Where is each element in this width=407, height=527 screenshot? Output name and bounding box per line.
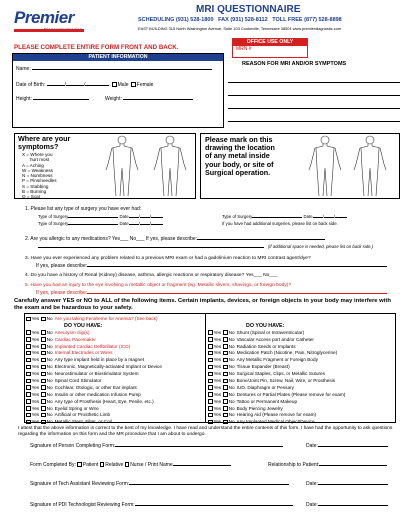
right-item-label-6: Surgical Staples, Clips, or Metallic Sutures (236, 371, 325, 377)
mrn-label: MRN # (236, 46, 252, 52)
left-no-checkbox-8[interactable] (41, 385, 46, 390)
right-item-label-8: IUD, Diaphragm or Pessary (236, 384, 294, 390)
left-item-label-5: Electronic, Magnetically-activated Implant or Device (54, 364, 162, 370)
logo (14, 9, 104, 39)
right-no-label-9: No (228, 391, 235, 397)
female-checkbox[interactable] (131, 82, 136, 87)
right-item-label-12: Hearing Aid (Please remove for exam) (236, 412, 317, 418)
right-yes-checkbox-8[interactable] (208, 385, 213, 390)
q1-line1[interactable]: Type of Surgery Date / / (38, 214, 163, 219)
office-use-box (232, 38, 308, 58)
right-no-checkbox-6[interactable] (223, 372, 228, 377)
right-yes-label-12: Yes (213, 412, 222, 418)
sig2-row[interactable] (30, 481, 289, 487)
mark-text-5: Surgical operation. (205, 167, 271, 177)
right-no-checkbox-9[interactable] (223, 392, 228, 397)
left-no-checkbox-5[interactable] (41, 365, 46, 370)
date-label-3: Date (119, 221, 129, 226)
right-checklist (208, 316, 396, 426)
name-label: Name: (16, 66, 31, 72)
left-yes-checkbox-12[interactable] (26, 413, 31, 418)
left-yes-label-10: Yes (31, 398, 40, 404)
type-surgery-label-3: Type of Surgery (38, 221, 69, 226)
right-no-label-0: No (228, 329, 235, 335)
left-yes-label-feraheme: Yes (31, 316, 40, 321)
right-item-label-9: Dentures or Partial Plates (Please remove for exam) (236, 391, 346, 397)
left-item-label-7: Spinal Cord Stimulator (54, 378, 102, 384)
right-checklist-row[interactable] (208, 357, 396, 364)
right-yes-checkbox-4[interactable] (208, 358, 213, 363)
right-no-label-7: No (228, 378, 235, 384)
legend-p: P = Pins/needles (22, 178, 57, 184)
right-item-label-11: Body Piercing Jewelry (236, 405, 283, 411)
right-yes-checkbox-13[interactable] (208, 420, 213, 425)
left-yes-label-4: Yes (31, 357, 40, 363)
right-no-label-6: No (228, 371, 235, 377)
sig3-row[interactable] (30, 502, 293, 508)
q2-note: (if additional space is needed, please list on back side.) (268, 244, 374, 249)
right-item-label-13: Any Implanted Medical Object/Device (236, 419, 315, 425)
left-yes-label-11: Yes (31, 405, 40, 411)
left-checklist-row[interactable] (26, 323, 204, 330)
right-no-checkbox-10[interactable] (223, 399, 228, 404)
body-front-figure (106, 136, 138, 196)
left-item-label-6: Neurostimulator or Biostimulator System (54, 371, 139, 377)
right-no-label-13: No (228, 419, 235, 425)
left-checklist-row[interactable] (26, 344, 204, 351)
left-yes-checkbox-feraheme[interactable] (26, 317, 31, 322)
right-yes-checkbox-11[interactable] (208, 406, 213, 411)
right-yes-checkbox-2[interactable] (208, 344, 213, 349)
right-checklist-row[interactable] (208, 385, 396, 392)
left-item-label-hdr: DO YOU HAVE: (64, 322, 103, 329)
left-yes-label-1: Yes (31, 336, 40, 342)
patient-opt-label: Patient (82, 462, 99, 468)
address-line: EAST BUILDING 315 North Washington Avenue, Suite 103 Cookeville, Tennessee 38501 www.premierdiagnostic.com (138, 26, 342, 31)
right-item-label-7: Bone/Joint Pin, Screw, Nail, Wire, or Prosthesis (236, 378, 336, 384)
right-item-label-10: Tattoo or Permanent Makeup (236, 398, 298, 404)
q1-line1-right[interactable]: Type of Surgery Date / / (222, 214, 347, 219)
right-yes-checkbox-10[interactable] (208, 399, 213, 404)
left-yes-label-6: Yes (31, 371, 40, 377)
right-yes-label-10: Yes (213, 398, 222, 404)
sig2-date-row[interactable] (306, 481, 388, 487)
q1-line2[interactable]: Type of Surgery Date / / (38, 221, 163, 226)
right-checklist-row[interactable] (208, 323, 396, 330)
male-checkbox[interactable] (112, 82, 117, 87)
mark-text-3: of any metal inside (205, 151, 270, 161)
legend-o: O = Scar (22, 194, 41, 200)
additional-surgeries: If you have had additional surgeries, please list on back side. (222, 221, 338, 226)
relationship-row[interactable] (268, 462, 387, 468)
right-checklist-row[interactable] (208, 406, 396, 413)
female-label: Female (136, 82, 154, 88)
relationship-label: Relationship to Patient: (268, 462, 320, 468)
right-no-label-4: No (228, 357, 235, 363)
right-yes-checkbox-5[interactable] (208, 365, 213, 370)
left-no-checkbox-4[interactable] (41, 358, 46, 363)
right-checklist-row[interactable] (208, 371, 396, 378)
left-no-label-9: No (46, 391, 53, 397)
name-field[interactable] (16, 66, 212, 72)
left-no-checkbox-10[interactable] (41, 399, 46, 404)
right-checklist-row[interactable] (208, 392, 396, 399)
right-no-checkbox-8[interactable] (223, 385, 228, 390)
right-checklist-row[interactable] (208, 364, 396, 371)
right-item-label-4: Any Metallic Fragment or Foreign Body (236, 357, 318, 363)
left-yes-checkbox-1[interactable] (26, 337, 31, 342)
right-yes-checkbox-0[interactable] (208, 330, 213, 335)
q4-text: 4. Do you have a history of Renal (Kidney) disease, asthma, allergic reactions or respiratory disease? Yes___ No___ (25, 273, 278, 278)
right-no-checkbox-1[interactable] (223, 337, 228, 342)
right-no-label-5: No (228, 364, 235, 370)
left-checklist-row[interactable] (26, 350, 204, 357)
patient-info-header: PATIENT INFORMATION (13, 54, 223, 61)
left-checklist-row[interactable] (26, 371, 204, 378)
left-checklist-row[interactable] (26, 378, 204, 385)
right-yes-label-6: Yes (213, 371, 222, 377)
left-checklist-row[interactable] (26, 357, 204, 364)
left-yes-checkbox-2[interactable] (26, 344, 31, 349)
left-no-label-12: No (46, 412, 53, 418)
left-yes-checkbox-10[interactable] (26, 399, 31, 404)
left-item-label-8: Cochlear, Otologic, or other Ear implant (54, 384, 137, 390)
right-yes-checkbox-7[interactable] (208, 379, 213, 384)
right-no-label-3: No (228, 350, 235, 356)
logo-word: Premier (14, 8, 74, 27)
right-checklist-row[interactable] (208, 350, 396, 357)
left-no-label-0: No (46, 329, 53, 335)
q1-text: 1. Please list any type of surgery you have ever had: (25, 206, 142, 212)
legend-x: X = Where you (22, 152, 53, 157)
sig3-date-label: Date: (306, 502, 318, 508)
relative-opt-label: Relative (105, 462, 124, 468)
left-item-label-2: Implanted Cardiac Defibrillator (ICD) (54, 343, 131, 349)
right-checklist-row[interactable] (208, 412, 396, 419)
right-yes-label-0: Yes (213, 329, 222, 335)
right-checklist-row[interactable] (208, 330, 396, 337)
reason-lines[interactable] (228, 70, 400, 130)
left-no-label-feraheme: No (46, 316, 53, 321)
left-yes-checkbox-11[interactable] (26, 406, 31, 411)
symptoms-title-line1: Where are your (18, 134, 71, 143)
left-no-label-4: No (46, 357, 53, 363)
left-yes-label-7: Yes (31, 378, 40, 384)
left-item-label-1: Cardiac Pacemaker (54, 336, 96, 342)
left-item-label-0: Aneurysm clip(s) (54, 329, 90, 335)
left-no-checkbox-9[interactable] (41, 392, 46, 397)
right-item-label-1: Vascular Access port and/or Catheter (236, 336, 314, 342)
right-checklist-row[interactable] (208, 399, 396, 406)
legend-x2: hurt most (30, 157, 50, 163)
right-no-checkbox-0[interactable] (223, 330, 228, 335)
please-complete: PLEASE COMPLETE ENTIRE FORM FRONT AND BACK. (14, 44, 179, 51)
left-yes-label-3: Yes (31, 350, 40, 356)
symptoms-legend (22, 152, 57, 200)
careful-notice: Carefully answer YES or NO to ALL of the following items. Certain implants, devices, or foreign objects in your body may interfere with the exam and be hazardous to your safety. (14, 298, 391, 311)
left-checklist (26, 316, 204, 426)
q3-desc-label: If yes, please describe: (36, 263, 88, 269)
q5-desc[interactable] (36, 290, 387, 296)
left-item-label-12: Artificial or Prosthetic Limb (54, 412, 111, 418)
left-no-label-8: No (46, 384, 53, 390)
print-name-label: / Print Name (144, 462, 173, 468)
sig1-date-label: Date: (306, 443, 318, 449)
completed-by-row[interactable] (30, 462, 231, 468)
q2-label: 2. Are you allergic to any medications? Yes___ No___ If yes, please describe: (25, 236, 198, 242)
left-yes-checkbox-6[interactable] (26, 372, 31, 377)
height-label: Height: (16, 96, 32, 102)
symptoms-title (18, 135, 70, 151)
left-no-label-11: No (46, 405, 53, 411)
left-yes-label-2: Yes (31, 343, 40, 349)
right-checklist-row[interactable] (208, 344, 396, 351)
q2-line[interactable] (38, 243, 264, 248)
right-item-label-0: Shunt (Spinal or Intraventricular) (236, 329, 305, 335)
type-surgery-label-2: Type of Surgery (222, 214, 253, 219)
sig3-label: Signature of PDI Technologist Reviewing Form: (30, 502, 135, 508)
nurse-checkbox[interactable] (125, 462, 130, 467)
left-yes-label-12: Yes (31, 412, 40, 418)
q3-desc[interactable] (36, 263, 387, 269)
right-checklist-row[interactable] (208, 378, 396, 385)
left-checklist-row[interactable] (26, 364, 204, 371)
left-yes-checkbox-0[interactable] (26, 330, 31, 335)
right-yes-label-1: Yes (213, 336, 222, 342)
q5-text: 5. Have you had an injury to the eye involving a metallic object or fragment (eg. Metallic slivers, shavings, or foreign body)? (25, 283, 292, 288)
scheduling-phone: SCHEDULING (931) 528-1800 (138, 17, 214, 23)
left-no-checkbox-2[interactable] (41, 344, 46, 349)
left-checklist-row[interactable] (26, 337, 204, 344)
patient-info-box (12, 53, 224, 128)
right-no-label-8: No (228, 384, 235, 390)
left-item-label-9: Insulin or other medication Infusion Pump (54, 391, 141, 397)
weight-label: Weight: (105, 96, 122, 102)
left-no-checkbox-7[interactable] (41, 379, 46, 384)
completed-by-label: Form Completed By: (30, 462, 76, 468)
left-yes-label-13: Yes (31, 419, 40, 425)
metal-body-front-figure (309, 136, 341, 196)
left-yes-label-9: Yes (31, 391, 40, 397)
q2-text[interactable] (25, 236, 325, 242)
left-yes-checkbox-9[interactable] (26, 392, 31, 397)
legend-n: N = Numbness (22, 173, 53, 179)
relative-checkbox[interactable] (100, 462, 105, 467)
left-item-label-4: Any type implant held in place by a magnet (54, 357, 145, 363)
right-yes-checkbox-9[interactable] (208, 392, 213, 397)
right-yes-label-11: Yes (213, 405, 222, 411)
metal-body-back-figure (354, 136, 386, 196)
right-no-label-10: No (228, 398, 235, 404)
sig1-date-row[interactable] (306, 443, 388, 449)
left-checklist-row[interactable] (26, 330, 204, 337)
dob-field[interactable]: Date of Birth: / / Male Female (16, 82, 154, 88)
left-yes-checkbox-3[interactable] (26, 351, 31, 356)
mark-text-4: your body, or site of (205, 159, 274, 169)
form-title: MRI QUESTIONNAIRE (196, 4, 301, 15)
left-no-label-1: No (46, 336, 53, 342)
left-yes-label-0: Yes (31, 329, 40, 335)
q5-desc-label: If yes, please describe: (36, 290, 88, 296)
left-item-label-3: Internal Electrodes or Wires (54, 350, 113, 356)
symptoms-title-line2: symptoms? (18, 142, 59, 151)
legend-s: S = Stabbing (22, 183, 49, 189)
left-checklist-row[interactable] (26, 316, 204, 323)
left-no-checkbox-13[interactable] (41, 420, 46, 425)
type-surgery-label-1: Type of Surgery (38, 214, 69, 219)
right-yes-checkbox-1[interactable] (208, 337, 213, 342)
right-no-checkbox-5[interactable] (223, 365, 228, 370)
dob-label: Date of Birth: (16, 82, 46, 88)
date-label-1: Date (119, 214, 129, 219)
right-yes-label-5: Yes (213, 364, 222, 370)
tollfree-phone: TOLL FREE (877) 528-8898 (272, 17, 342, 23)
right-no-label-12: No (228, 412, 235, 418)
left-yes-checkbox-13[interactable] (26, 420, 31, 425)
weight-field[interactable] (105, 96, 193, 102)
left-no-label-6: No (46, 371, 53, 377)
body-figures-symptoms[interactable] (98, 134, 196, 198)
left-no-checkbox-6[interactable] (41, 372, 46, 377)
left-no-checkbox-12[interactable] (41, 413, 46, 418)
left-no-checkbox-feraheme[interactable] (41, 317, 46, 322)
left-no-checkbox-11[interactable] (41, 406, 46, 411)
phone-line (138, 17, 342, 23)
left-no-label-7: No (46, 378, 53, 384)
right-no-checkbox-13[interactable] (223, 420, 228, 425)
legend-w: W = Weakness (22, 167, 53, 173)
right-item-label-2: Radiation Seeds or Implants (236, 343, 296, 349)
left-checklist-row[interactable] (26, 399, 204, 406)
left-no-label-13: No (46, 419, 53, 425)
left-yes-label-5: Yes (31, 364, 40, 370)
right-no-checkbox-7[interactable] (223, 379, 228, 384)
right-no-checkbox-11[interactable] (223, 406, 228, 411)
left-checklist-row[interactable] (26, 406, 204, 413)
date-label-2: Date (303, 214, 313, 219)
left-no-checkbox-0[interactable] (41, 330, 46, 335)
mark-text-2: drawing the location (205, 143, 275, 153)
height-field[interactable] (16, 96, 89, 102)
right-yes-checkbox-6[interactable] (208, 372, 213, 377)
left-no-label-5: No (46, 364, 53, 370)
right-item-label-5: Tissue Expander (Breast) (236, 364, 290, 370)
right-yes-label-3: Yes (213, 350, 222, 356)
legend-b: B = Burning (22, 189, 47, 195)
right-no-checkbox-2[interactable] (223, 344, 228, 349)
mark-text-1: Please mark on this (205, 135, 273, 144)
sig1-row[interactable] (30, 443, 283, 449)
male-label: Male (117, 82, 129, 88)
left-yes-checkbox-5[interactable] (26, 365, 31, 370)
logo-swoosh (14, 29, 84, 32)
left-checklist-row[interactable] (26, 385, 204, 392)
left-yes-checkbox-7[interactable] (26, 379, 31, 384)
attestation-text: I attest that the above information is correct to the best of my knowledge. I have read and understand the entire contents of this form. I have had the opportunity to ask questions regarding the information on this form and the MR procedure that I am about to undergo. (18, 426, 393, 437)
office-use-header: OFFICE USE ONLY (233, 39, 307, 46)
left-item-label-feraheme: Are you taking Feraheme for Anemia? (See back) (54, 316, 158, 321)
left-checklist-row[interactable] (26, 392, 204, 399)
nurse-opt-label: Nurse (130, 462, 144, 468)
right-yes-label-2: Yes (213, 343, 222, 349)
left-no-checkbox-3[interactable] (41, 351, 46, 356)
left-no-label-2: No (46, 343, 53, 349)
right-yes-label-7: Yes (213, 378, 222, 384)
body-back-figure (154, 136, 186, 196)
sig2-date-label: Date: (306, 481, 318, 487)
left-no-checkbox-1[interactable] (41, 337, 46, 342)
right-item-label-3: Medication Patch (Nicotine, Pain, Nitroglycerine) (236, 350, 338, 356)
left-yes-checkbox-4[interactable] (26, 358, 31, 363)
left-item-label-10: Any type of Prosthesis (Heart, Eye, Penile, etc.) (54, 398, 154, 404)
left-yes-label-8: Yes (31, 384, 40, 390)
legend-a: A = Aching (22, 162, 44, 168)
metal-mark-text (205, 136, 275, 177)
sig2-label: Signature of Tech Assistant Reviewing Form: (30, 481, 130, 487)
right-no-checkbox-12[interactable] (223, 413, 228, 418)
sig3-date-row[interactable] (306, 502, 388, 508)
checklist-divider (205, 313, 206, 423)
right-yes-checkbox-3[interactable] (208, 351, 213, 356)
patient-checkbox[interactable] (77, 462, 82, 467)
right-no-label-2: No (228, 343, 235, 349)
sig1-label: Signature of Person Completing Form: (30, 443, 116, 449)
right-checklist-row[interactable] (208, 337, 396, 344)
right-no-checkbox-4[interactable] (223, 358, 228, 363)
right-no-label-11: No (228, 405, 235, 411)
right-no-label-1: No (228, 336, 235, 342)
left-item-label-11: Eyelid Spring or Wire (54, 405, 99, 411)
left-checklist-row[interactable] (26, 412, 204, 419)
right-yes-label-8: Yes (213, 384, 222, 390)
right-no-checkbox-3[interactable] (223, 351, 228, 356)
left-no-label-10: No (46, 398, 53, 404)
right-yes-label-13: Yes (213, 419, 222, 425)
reason-label: REASON FOR MRI AND/OR SYMPTOMS (242, 61, 347, 67)
right-item-label-hdr2: DO YOU HAVE: (246, 322, 285, 329)
left-no-label-3: No (46, 350, 53, 356)
left-yes-checkbox-8[interactable] (26, 385, 31, 390)
fax-phone: FAX (931) 528-8112 (218, 17, 268, 23)
right-yes-label-4: Yes (213, 357, 222, 363)
left-item-label-13: Metallic Stent, Filter, or Coil (54, 419, 112, 425)
q3-text: 3. Have you ever experienced any problem related to a previous MRI exam or had a gadolinium reaction to MRI contrast agent/dye? (25, 256, 311, 261)
right-yes-label-9: Yes (213, 391, 222, 397)
right-yes-checkbox-12[interactable] (208, 413, 213, 418)
